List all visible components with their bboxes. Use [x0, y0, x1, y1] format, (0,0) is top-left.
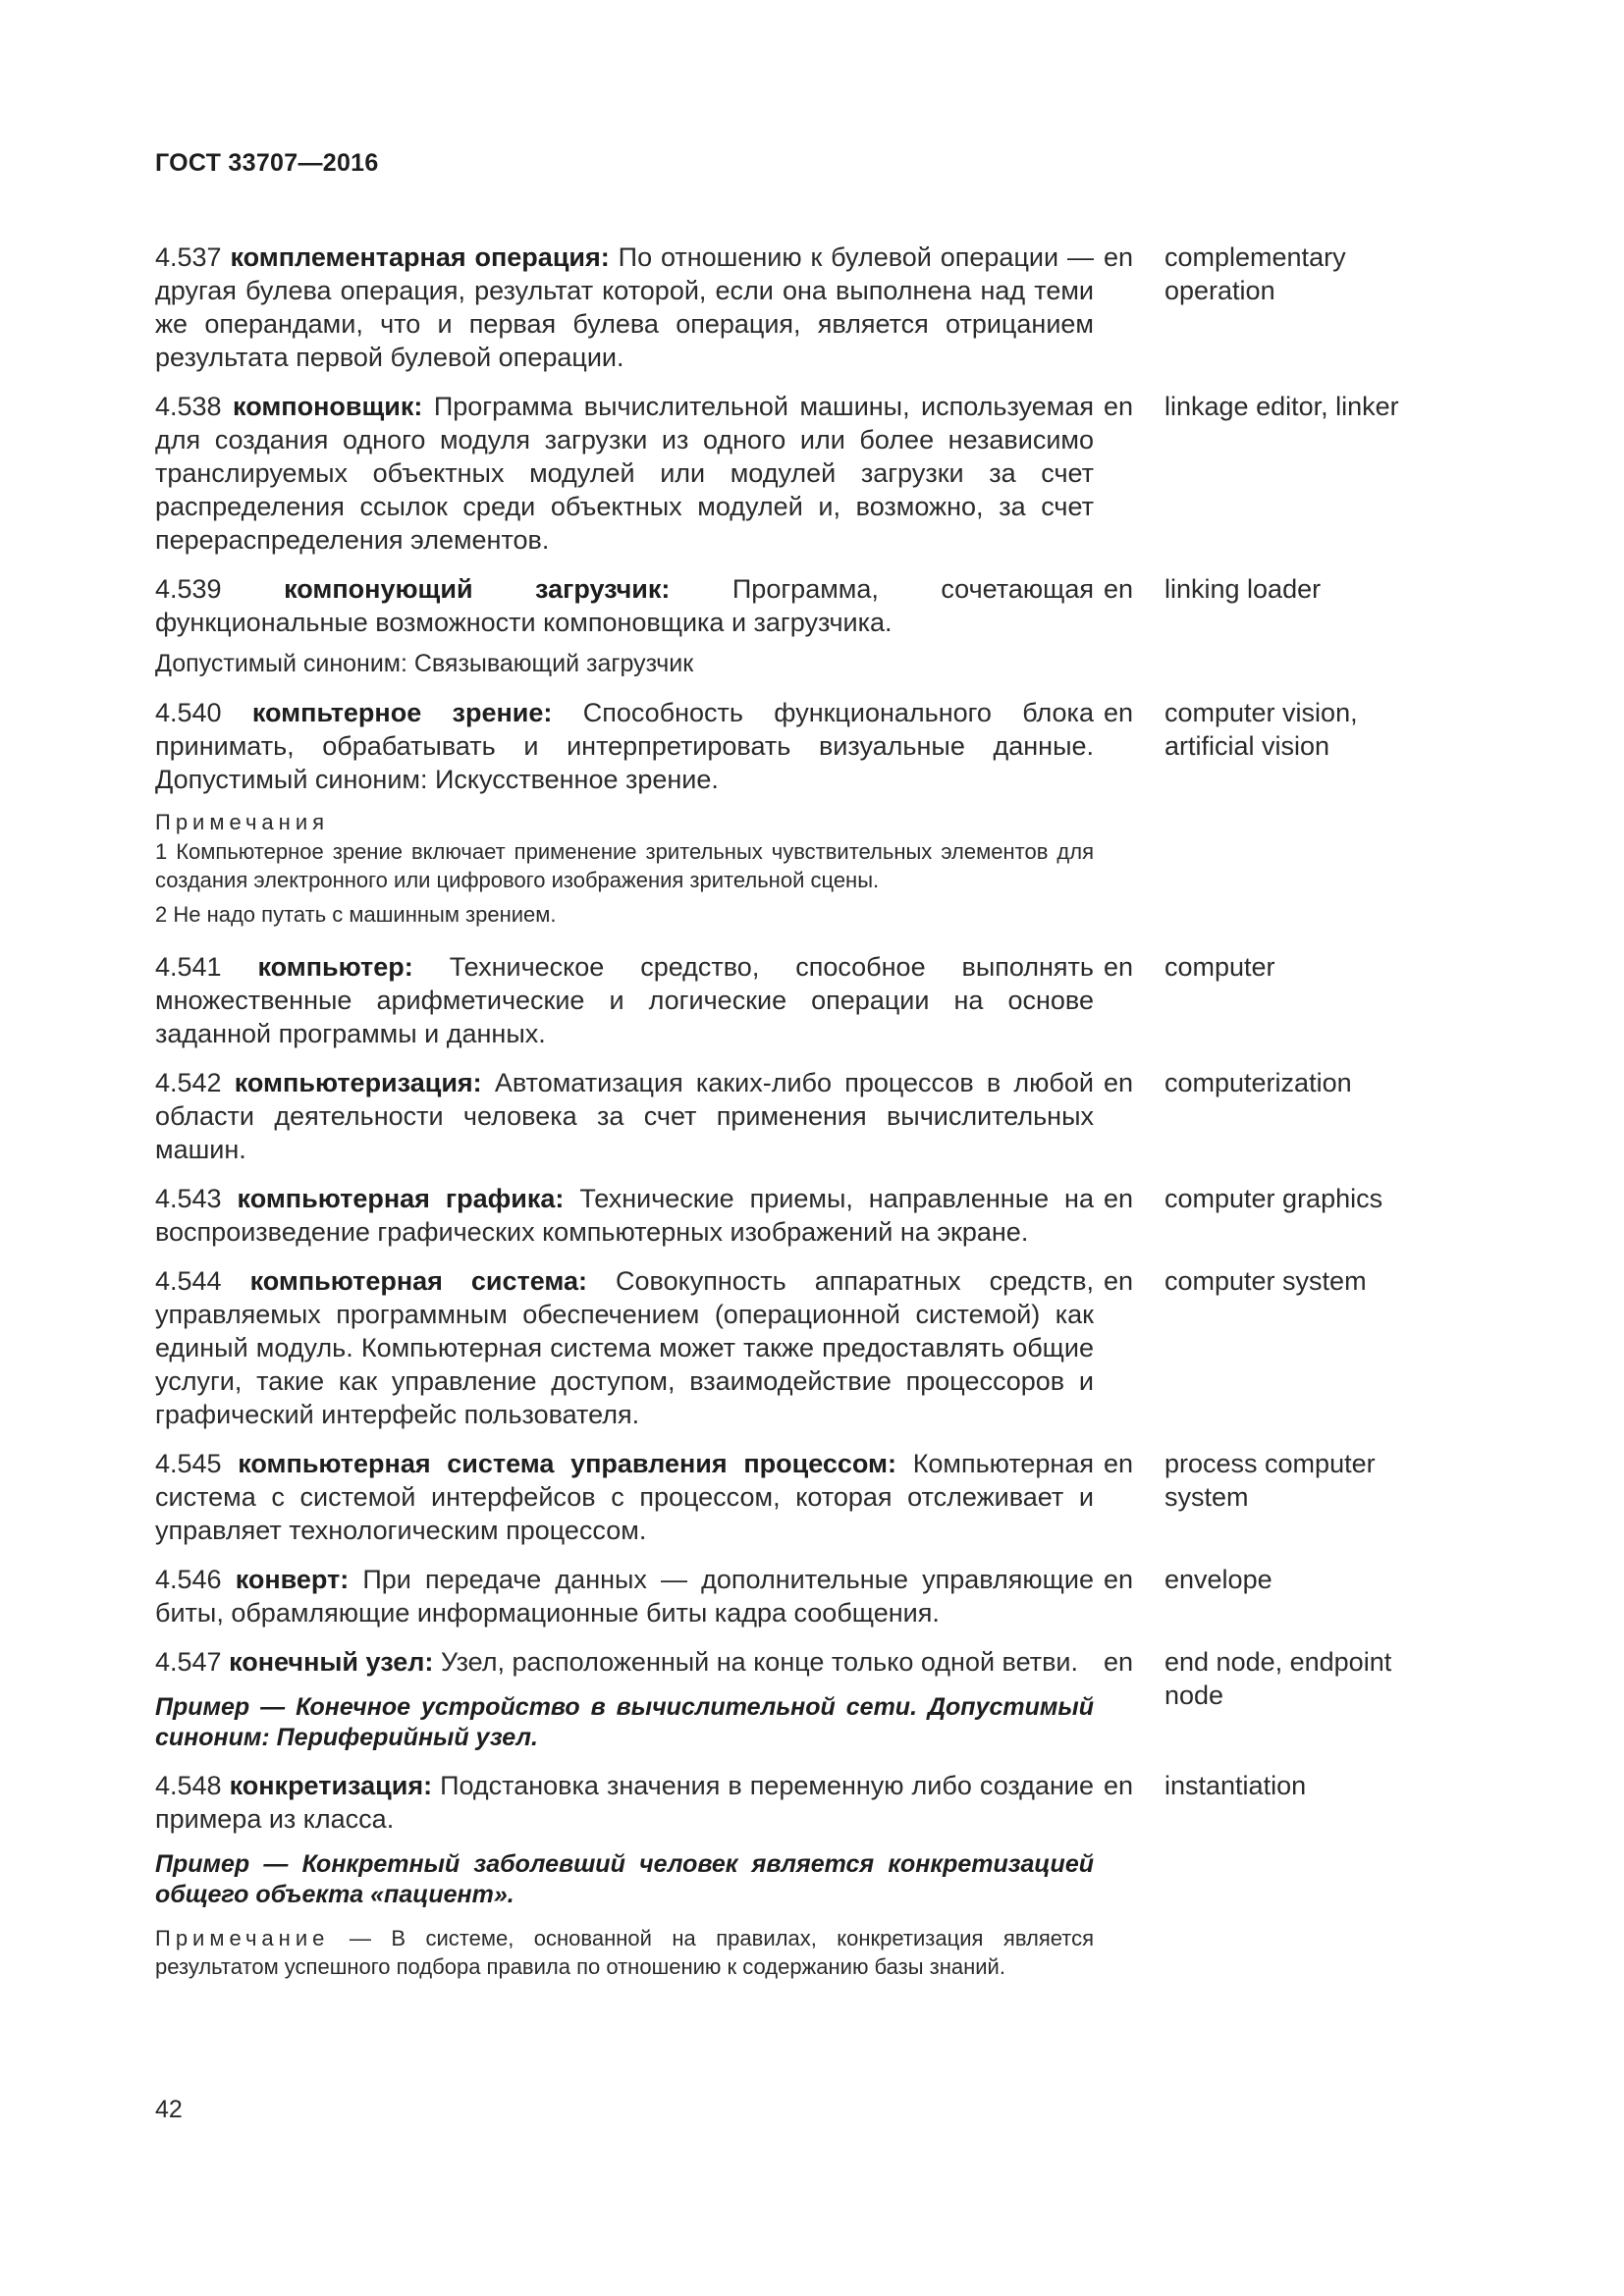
definition-text: Программа вычислительной машины, используемая для создания одного модуля загрузки из одного или более независимо транслируемых объектных модулей или модулей загрузки за счет распределения ссылок среди объектных модулей и, возможно, за счет перераспределения элементов.	[155, 392, 1094, 555]
language-code: en	[1104, 952, 1134, 982]
english-term: process computer system	[1164, 1449, 1376, 1512]
term-number: 4.545	[155, 1449, 222, 1478]
english-term: computer vision, artificial vision	[1164, 698, 1358, 761]
definition	[155, 696, 1094, 796]
definition	[155, 1066, 1094, 1166]
term-entry	[155, 1182, 1461, 1249]
term-title: компьютеризация:	[234, 1068, 482, 1097]
notes-heading: Примечания	[155, 810, 330, 834]
term-number: 4.537	[155, 242, 222, 272]
term-number: 4.542	[155, 1068, 222, 1097]
term-number: 4.543	[155, 1184, 222, 1213]
term-entry	[155, 240, 1461, 374]
term-number: 4.541	[155, 952, 222, 982]
english-term: instantiation	[1164, 1771, 1307, 1800]
note-item: 2 Не надо путать с машинным зрением.	[155, 902, 557, 927]
term-number: 4.539	[155, 574, 222, 604]
language-code: en	[1104, 242, 1134, 272]
entry-body	[155, 1264, 1094, 1431]
term-title: компьютерная система:	[249, 1266, 588, 1296]
language-code: en	[1104, 698, 1134, 727]
definition-text: При передаче данных — дополнительные управляющие биты, обрамляющие информационные биты кадра сообщения.	[155, 1565, 1094, 1628]
definition-text: Компьютерная система с системой интерфейсов с процессом, которая отслеживает и управляет технологическим процессом.	[155, 1449, 1094, 1545]
term-number: 4.546	[155, 1565, 222, 1594]
term-title: конкретизация:	[229, 1771, 433, 1800]
term-entry	[155, 1447, 1461, 1547]
language-code: en	[1104, 1068, 1134, 1097]
definition-text: Подстановка значения в переменную либо создание примера из класса.	[155, 1771, 1094, 1834]
term-number: 4.544	[155, 1266, 222, 1296]
term-entry	[155, 1769, 1461, 1981]
page-number: 42	[155, 2096, 183, 2123]
synonym-line: Допустимый синоним: Связывающий загрузчик	[155, 650, 694, 677]
document-header: ГОСТ 33707—2016	[155, 149, 379, 177]
term-entry	[155, 950, 1461, 1050]
definition	[155, 1182, 1094, 1249]
definition	[155, 1645, 1094, 1679]
note	[155, 1924, 1094, 1981]
term-entry	[155, 1264, 1461, 1431]
english-term: complementary operation	[1164, 242, 1346, 305]
entry-body	[155, 696, 1094, 934]
definition	[155, 240, 1094, 374]
term-entry	[155, 1066, 1461, 1166]
definition-text: Программа, сочетающая функциональные возможности компоновщика и загрузчика.	[155, 574, 1094, 637]
term-entry	[155, 390, 1461, 557]
term-entry	[155, 1645, 1461, 1753]
entry-body	[155, 1645, 1094, 1753]
entry-body	[155, 1447, 1094, 1547]
language-code: en	[1104, 1771, 1134, 1800]
definition	[155, 390, 1094, 557]
entry-body	[155, 1182, 1094, 1249]
term-title: компьтерное зрение:	[251, 698, 553, 727]
english-term: computerization	[1164, 1068, 1352, 1097]
language-code: en	[1104, 1184, 1134, 1213]
term-title: конверт:	[235, 1565, 350, 1594]
definition-text: Технические приемы, направленные на воспроизведение графических компьютерных изображений на экране.	[155, 1184, 1094, 1247]
example-text: Пример — Конкретный заболевший человек является конкретизацией общего объекта «пациент».	[155, 1850, 1094, 1908]
note-text: — В системе, основанной на правилах, конкретизация является результатом успешного подбора правила по отношению к содержанию базы знаний.	[155, 1926, 1094, 1979]
term-number: 4.547	[155, 1647, 222, 1677]
english-term: computer	[1164, 952, 1275, 982]
term-title: компоновщик:	[233, 392, 423, 421]
term-title: компонующий загрузчик:	[284, 574, 671, 604]
definition	[155, 1447, 1094, 1547]
definition-text: По отношению к булевой операции — другая булева операция, результат которой, если она выполнена над теми же операндами, что и первая булева операция, является отрицанием результата первой булевой операции.	[155, 242, 1094, 372]
language-code: en	[1104, 1565, 1134, 1594]
example-text: Пример — Конечное устройство в вычислительной сети. Допустимый синоним: Периферийный узел.	[155, 1693, 1094, 1751]
definition-text: Техническое средство, способное выполнять множественные арифметические и логические операции на основе заданной программы и данных.	[155, 952, 1094, 1048]
english-term: end node, endpoint node	[1164, 1647, 1392, 1710]
term-entry	[155, 572, 1461, 680]
definition-text: Автоматизация каких-либо процессов в любой области деятельности человека за счет применения вычислительных машин.	[155, 1068, 1094, 1164]
definition	[155, 1264, 1094, 1431]
definition	[155, 950, 1094, 1050]
language-code: en	[1104, 1266, 1134, 1296]
english-term: linkage editor, linker	[1164, 392, 1399, 421]
language-code: en	[1104, 392, 1134, 421]
english-term: linking loader	[1164, 574, 1322, 604]
definition-text: Способность функционального блока принимать, обрабатывать и интерпретировать визуальные данные. Допустимый синоним: Искусственное зрение.	[155, 698, 1094, 794]
entry-body	[155, 1563, 1094, 1629]
term-number: 4.540	[155, 698, 222, 727]
definition-text: Совокупность аппаратных средств, управляемых программным обеспечением (операционной системой) как единый модуль. Компьютерная система может также предоставлять общие услуги, такие как управление доступом, взаимодействие процессоров и графический интерфейс пользователя.	[155, 1266, 1094, 1429]
entry-body	[155, 1769, 1094, 1981]
english-term: envelope	[1164, 1565, 1272, 1594]
term-title: компьютерная система управления процессом:	[238, 1449, 897, 1478]
term-title: компьютерная графика:	[237, 1184, 565, 1213]
english-term: computer graphics	[1164, 1184, 1383, 1213]
definition-text: Узел, расположенный на конце только одной ветви.	[440, 1647, 1078, 1677]
term-title: конечный узел:	[229, 1647, 434, 1677]
term-list	[155, 240, 1461, 1997]
language-code: en	[1104, 1647, 1134, 1677]
term-entry	[155, 1563, 1461, 1629]
term-number: 4.548	[155, 1771, 222, 1800]
entry-body	[155, 1066, 1094, 1166]
entry-body	[155, 572, 1094, 680]
note-item: 1 Компьютерное зрение включает применение зрительных чувствительных элементов для создания электронного или цифрового изображения зрительной сцены.	[155, 839, 1094, 892]
entry-body	[155, 240, 1094, 374]
term-title: компьютер:	[257, 952, 413, 982]
language-code: en	[1104, 1449, 1134, 1478]
note-label: Примечание	[155, 1926, 330, 1950]
language-code: en	[1104, 574, 1134, 604]
definition	[155, 572, 1094, 639]
term-entry	[155, 696, 1461, 934]
term-number: 4.538	[155, 392, 222, 421]
definition	[155, 1563, 1094, 1629]
definition	[155, 1769, 1094, 1836]
entry-body	[155, 390, 1094, 557]
english-term: computer system	[1164, 1266, 1367, 1296]
term-title: комплементарная операция:	[230, 242, 610, 272]
entry-body	[155, 950, 1094, 1050]
